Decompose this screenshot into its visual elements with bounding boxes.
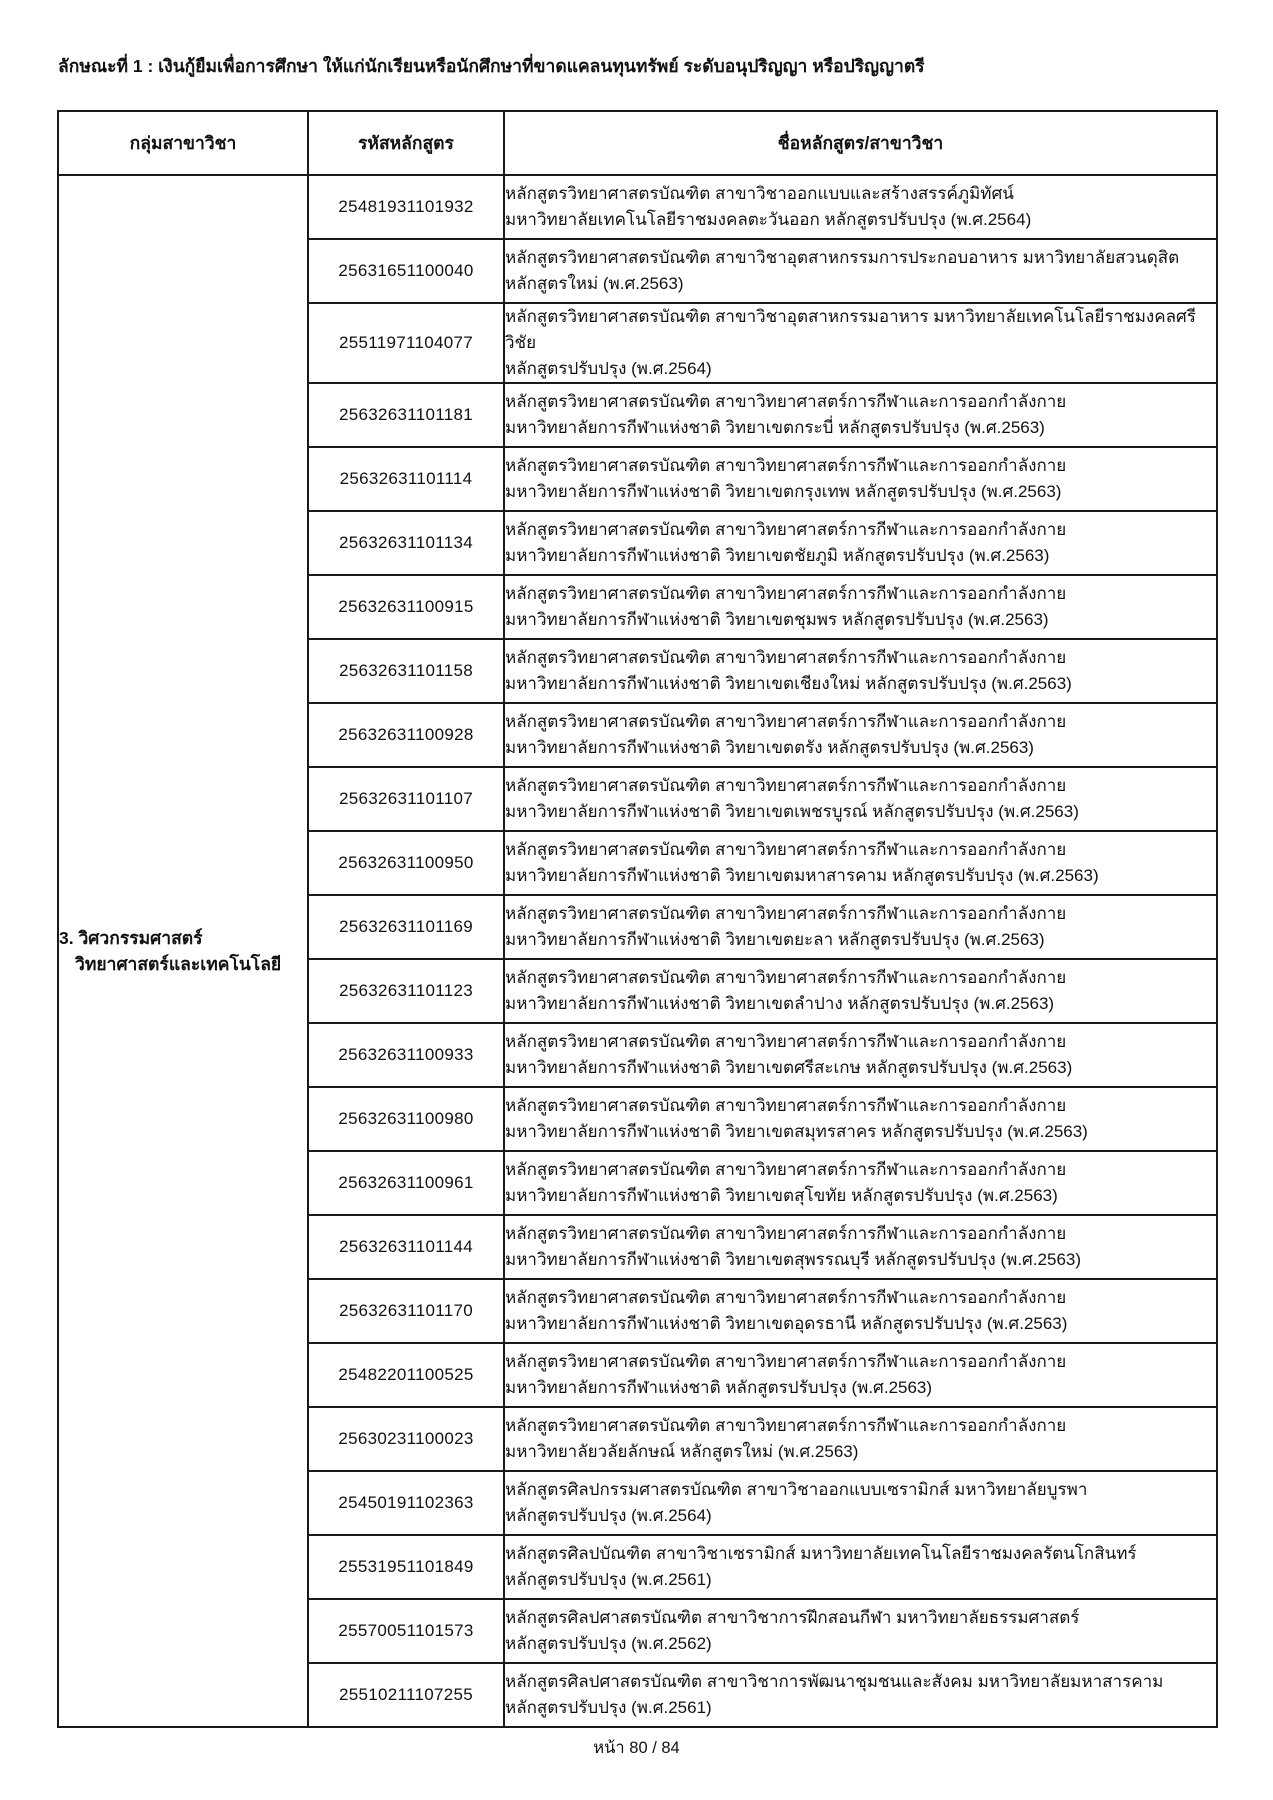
program-name xyxy=(504,1471,1217,1535)
program-code: 25570051101573 xyxy=(308,1599,504,1663)
program-name-line2: มหาวิทยาลัยการกีฬาแห่งชาติ วิทยาเขตชุมพร หลักสูตรปรับปรุง (พ.ศ.2563) xyxy=(505,610,1049,629)
program-name-line1: หลักสูตรศิลปศาสตรบัณฑิต สาขาวิชาการฝึกสอนกีฬา มหาวิทยาลัยธรรมศาสตร์ xyxy=(505,1608,1080,1627)
program-name xyxy=(504,639,1217,703)
program-name-line1: หลักสูตรวิทยาศาสตรบัณฑิต สาขาวิทยาศาสตร์การกีฬาและการออกกำลังกาย xyxy=(505,648,1067,667)
program-code: 25632631100915 xyxy=(308,575,504,639)
program-name xyxy=(504,511,1217,575)
column-header-name: ชื่อหลักสูตร/สาขาวิชา xyxy=(504,111,1217,175)
program-code: 25450191102363 xyxy=(308,1471,504,1535)
program-name xyxy=(504,575,1217,639)
program-name-line1: หลักสูตรศิลปศาสตรบัณฑิต สาขาวิชาการพัฒนาชุมชนและสังคม มหาวิทยาลัยมหาสารคาม xyxy=(505,1672,1164,1691)
program-name-line2: หลักสูตรใหม่ (พ.ศ.2563) xyxy=(505,274,684,293)
program-name-line1: หลักสูตรวิทยาศาสตรบัณฑิต สาขาวิทยาศาสตร์การกีฬาและการออกกำลังกาย xyxy=(505,1096,1067,1115)
program-name-line1: หลักสูตรวิทยาศาสตรบัณฑิต สาขาวิทยาศาสตร์การกีฬาและการออกกำลังกาย xyxy=(505,1224,1067,1243)
program-name-line2: มหาวิทยาลัยการกีฬาแห่งชาติ วิทยาเขตอุดรธานี หลักสูตรปรับปรุง (พ.ศ.2563) xyxy=(505,1314,1068,1333)
group-of-fields-cell xyxy=(58,175,308,1727)
program-name-line2: มหาวิทยาลัยการกีฬาแห่งชาติ หลักสูตรปรับปรุง (พ.ศ.2563) xyxy=(505,1378,933,1397)
table-row xyxy=(58,175,1217,239)
program-name-line1: หลักสูตรวิทยาศาสตรบัณฑิต สาขาวิทยาศาสตร์การกีฬาและการออกกำลังกาย xyxy=(505,712,1067,731)
program-name xyxy=(504,703,1217,767)
program-name-line1: หลักสูตรวิทยาศาสตรบัณฑิต สาขาวิทยาศาสตร์การกีฬาและการออกกำลังกาย xyxy=(505,1352,1067,1371)
program-code: 25632631101169 xyxy=(308,895,504,959)
program-name-line1: หลักสูตรวิทยาศาสตรบัณฑิต สาขาวิทยาศาสตร์การกีฬาและการออกกำลังกาย xyxy=(505,584,1067,603)
program-name-line1: หลักสูตรวิทยาศาสตรบัณฑิต สาขาวิทยาศาสตร์การกีฬาและการออกกำลังกาย xyxy=(505,456,1067,475)
program-name-line1: หลักสูตรวิทยาศาสตรบัณฑิต สาขาวิชาอุตสาหกรรมอาหาร มหาวิทยาลัยเทคโนโลยีราชมงคลศรีวิชัย xyxy=(505,307,1196,352)
program-code: 25632631101170 xyxy=(308,1279,504,1343)
group-name-line2: วิทยาศาสตร์และเทคโนโลยี xyxy=(75,954,282,974)
program-name-line2: มหาวิทยาลัยการกีฬาแห่งชาติ วิทยาเขตสุโขทัย หลักสูตรปรับปรุง (พ.ศ.2563) xyxy=(505,1186,1058,1205)
program-code: 25481931101932 xyxy=(308,175,504,239)
program-name xyxy=(504,383,1217,447)
program-name xyxy=(504,1599,1217,1663)
program-code: 25510211107255 xyxy=(308,1663,504,1727)
program-name-line2: หลักสูตรปรับปรุง (พ.ศ.2564) xyxy=(505,359,712,378)
program-code: 25632631101107 xyxy=(308,767,504,831)
table-body xyxy=(58,175,1217,1727)
table-header-row xyxy=(58,111,1217,175)
program-name-line2: มหาวิทยาลัยการกีฬาแห่งชาติ วิทยาเขตสุพรรณบุรี หลักสูตรปรับปรุง (พ.ศ.2563) xyxy=(505,1250,1082,1269)
program-name-line1: หลักสูตรวิทยาศาสตรบัณฑิต สาขาวิทยาศาสตร์การกีฬาและการออกกำลังกาย xyxy=(505,1416,1067,1435)
program-name xyxy=(504,1087,1217,1151)
program-code: 25632631101134 xyxy=(308,511,504,575)
program-code: 25632631100980 xyxy=(308,1087,504,1151)
column-header-code: รหัสหลักสูตร xyxy=(308,111,504,175)
program-name-line2: มหาวิทยาลัยการกีฬาแห่งชาติ วิทยาเขตตรัง หลักสูตรปรับปรุง (พ.ศ.2563) xyxy=(505,738,1034,757)
program-name-line1: หลักสูตรวิทยาศาสตรบัณฑิต สาขาวิทยาศาสตร์การกีฬาและการออกกำลังกาย xyxy=(505,1160,1067,1179)
program-name-line2: มหาวิทยาลัยการกีฬาแห่งชาติ วิทยาเขตกระบี่ หลักสูตรปรับปรุง (พ.ศ.2563) xyxy=(505,418,1045,437)
program-name xyxy=(504,1023,1217,1087)
program-name-line2: หลักสูตรปรับปรุง (พ.ศ.2562) xyxy=(505,1634,712,1653)
program-name-line2: มหาวิทยาลัยการกีฬาแห่งชาติ วิทยาเขตมหาสารคาม หลักสูตรปรับปรุง (พ.ศ.2563) xyxy=(505,866,1099,885)
page-title: ลักษณะที่ 1 : เงินกู้ยืมเพื่อการศึกษา ให้แก่นักเรียนหรือนักศึกษาที่ขาดแคลนทุนทรัพย์ ระดับอนุปริญญา หรือปริญญาตรี xyxy=(58,56,925,76)
program-code: 25511971104077 xyxy=(308,303,504,383)
program-name xyxy=(504,303,1217,383)
program-name xyxy=(504,1663,1217,1727)
program-name xyxy=(504,1279,1217,1343)
program-name-line1: หลักสูตรวิทยาศาสตรบัณฑิต สาขาวิทยาศาสตร์การกีฬาและการออกกำลังกาย xyxy=(505,1032,1067,1051)
program-name xyxy=(504,1151,1217,1215)
program-code: 25630231100023 xyxy=(308,1407,504,1471)
program-name-line2: มหาวิทยาลัยการกีฬาแห่งชาติ วิทยาเขตลำปาง หลักสูตรปรับปรุง (พ.ศ.2563) xyxy=(505,994,1055,1013)
program-name-line2: มหาวิทยาลัยการกีฬาแห่งชาติ วิทยาเขตสมุทรสาคร หลักสูตรปรับปรุง (พ.ศ.2563) xyxy=(505,1122,1088,1141)
program-code: 25632631101181 xyxy=(308,383,504,447)
program-name-line1: หลักสูตรวิทยาศาสตรบัณฑิต สาขาวิชาออกแบบและสร้างสรรค์ภูมิทัศน์ xyxy=(505,184,1014,203)
program-name-line2: มหาวิทยาลัยการกีฬาแห่งชาติ วิทยาเขตเชียงใหม่ หลักสูตรปรับปรุง (พ.ศ.2563) xyxy=(505,674,1072,693)
program-code: 25632631100933 xyxy=(308,1023,504,1087)
program-table xyxy=(57,110,1218,1728)
program-name-line2: หลักสูตรปรับปรุง (พ.ศ.2561) xyxy=(505,1698,712,1717)
column-header-group: กลุ่มสาขาวิชา xyxy=(58,111,308,175)
program-name-line1: หลักสูตรวิทยาศาสตรบัณฑิต สาขาวิทยาศาสตร์การกีฬาและการออกกำลังกาย xyxy=(505,968,1067,987)
program-name xyxy=(504,831,1217,895)
program-code: 25632631100928 xyxy=(308,703,504,767)
group-name-line1: 3. วิศวกรรมศาสตร์ xyxy=(59,928,203,948)
program-name-line1: หลักสูตรศิลปบัณฑิต สาขาวิชาเซรามิกส์ มหาวิทยาลัยเทคโนโลยีราชมงคลรัตนโกสินทร์ xyxy=(505,1544,1137,1563)
program-code: 25632631101144 xyxy=(308,1215,504,1279)
program-name-line2: หลักสูตรปรับปรุง (พ.ศ.2564) xyxy=(505,1506,712,1525)
program-name-line1: หลักสูตรวิทยาศาสตรบัณฑิต สาขาวิทยาศาสตร์การกีฬาและการออกกำลังกาย xyxy=(505,776,1067,795)
program-code: 25631651100040 xyxy=(308,239,504,303)
program-name-line2: มหาวิทยาลัยเทคโนโลยีราชมงคลตะวันออก หลักสูตรปรับปรุง (พ.ศ.2564) xyxy=(505,210,1032,229)
program-code: 25632631100950 xyxy=(308,831,504,895)
program-name-line1: หลักสูตรวิทยาศาสตรบัณฑิต สาขาวิทยาศาสตร์การกีฬาและการออกกำลังกาย xyxy=(505,840,1067,859)
program-name-line2: มหาวิทยาลัยวลัยลักษณ์ หลักสูตรใหม่ (พ.ศ.2563) xyxy=(505,1442,859,1461)
program-code: 25632631101158 xyxy=(308,639,504,703)
program-name-line1: หลักสูตรศิลปกรรมศาสตรบัณฑิต สาขาวิชาออกแบบเซรามิกส์ มหาวิทยาลัยบูรพา xyxy=(505,1480,1088,1499)
page-number: หน้า 80 / 84 xyxy=(593,1739,680,1757)
program-name-line1: หลักสูตรวิทยาศาสตรบัณฑิต สาขาวิทยาศาสตร์การกีฬาและการออกกำลังกาย xyxy=(505,520,1067,539)
program-name xyxy=(504,1535,1217,1599)
program-name-line1: หลักสูตรวิทยาศาสตรบัณฑิต สาขาวิชาอุตสาหกรรมการประกอบอาหาร มหาวิทยาลัยสวนดุสิต xyxy=(505,248,1180,267)
program-name-line2: หลักสูตรปรับปรุง (พ.ศ.2561) xyxy=(505,1570,712,1589)
program-name-line2: มหาวิทยาลัยการกีฬาแห่งชาติ วิทยาเขตชัยภูมิ หลักสูตรปรับปรุง (พ.ศ.2563) xyxy=(505,546,1050,565)
program-name-line2: มหาวิทยาลัยการกีฬาแห่งชาติ วิทยาเขตกรุงเทพ หลักสูตรปรับปรุง (พ.ศ.2563) xyxy=(505,482,1062,501)
program-name xyxy=(504,1407,1217,1471)
program-name-line2: มหาวิทยาลัยการกีฬาแห่งชาติ วิทยาเขตเพชรบูรณ์ หลักสูตรปรับปรุง (พ.ศ.2563) xyxy=(505,802,1079,821)
program-code: 25632631101123 xyxy=(308,959,504,1023)
program-name xyxy=(504,1343,1217,1407)
program-name xyxy=(504,959,1217,1023)
program-name xyxy=(504,239,1217,303)
program-name xyxy=(504,447,1217,511)
program-name-line2: มหาวิทยาลัยการกีฬาแห่งชาติ วิทยาเขตศรีสะเกษ หลักสูตรปรับปรุง (พ.ศ.2563) xyxy=(505,1058,1073,1077)
program-name xyxy=(504,175,1217,239)
program-name-line1: หลักสูตรวิทยาศาสตรบัณฑิต สาขาวิทยาศาสตร์การกีฬาและการออกกำลังกาย xyxy=(505,392,1067,411)
program-code: 25632631100961 xyxy=(308,1151,504,1215)
program-name xyxy=(504,767,1217,831)
program-name-line2: มหาวิทยาลัยการกีฬาแห่งชาติ วิทยาเขตยะลา หลักสูตรปรับปรุง (พ.ศ.2563) xyxy=(505,930,1045,949)
program-name xyxy=(504,1215,1217,1279)
program-name-line1: หลักสูตรวิทยาศาสตรบัณฑิต สาขาวิทยาศาสตร์การกีฬาและการออกกำลังกาย xyxy=(505,904,1067,923)
program-name xyxy=(504,895,1217,959)
program-code: 25531951101849 xyxy=(308,1535,504,1599)
program-name-line1: หลักสูตรวิทยาศาสตรบัณฑิต สาขาวิทยาศาสตร์การกีฬาและการออกกำลังกาย xyxy=(505,1288,1067,1307)
program-code: 25482201100525 xyxy=(308,1343,504,1407)
program-code: 25632631101114 xyxy=(308,447,504,511)
